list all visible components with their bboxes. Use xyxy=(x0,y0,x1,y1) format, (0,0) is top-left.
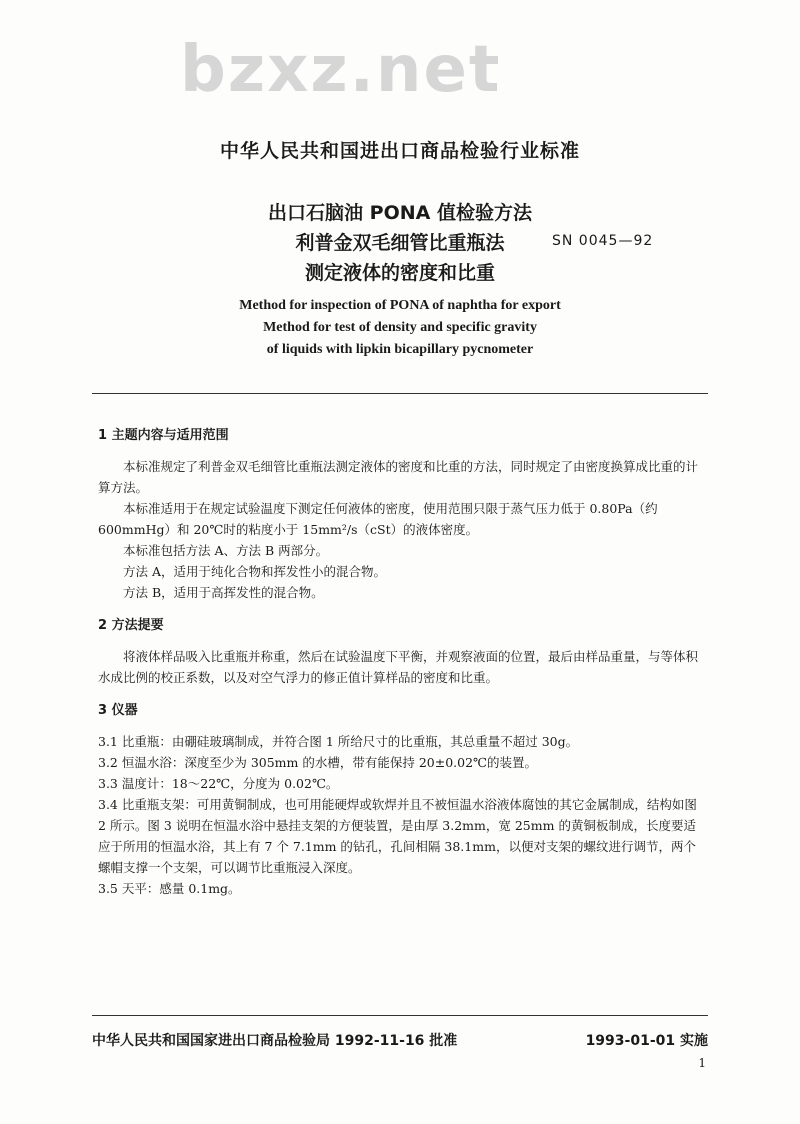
title-line-1: 出口石脑油 PONA 值检验方法 xyxy=(268,202,532,224)
section-heading: 3 仪器 xyxy=(98,703,138,718)
clause: 3.5 天平：感量 0.1mg。 xyxy=(98,881,241,896)
header-rule xyxy=(92,393,708,394)
clause: 3.1 比重瓶：由硼硅玻璃制成，并符合图 1 所给尺寸的比重瓶，其总重量不超过 30g。 xyxy=(98,734,579,749)
approval-text: 中华人民共和国国家进出口商品检验局 1992-11-16 批准 xyxy=(92,1033,458,1049)
watermark: bzxz.net xyxy=(180,33,502,107)
english-title-1: Method for inspection of PONA of naphtha for export xyxy=(239,298,561,313)
standard-header: 中华人民共和国进出口商品检验行业标准 xyxy=(219,140,580,162)
standard-number: SN 0045—92 xyxy=(552,233,654,249)
title-line-2: 利普金双毛细管比重瓶法 xyxy=(295,232,505,254)
footer-rule xyxy=(92,1015,708,1016)
page-number: 1 xyxy=(698,1056,706,1070)
english-title-2: Method for test of density and specific gravity xyxy=(263,320,537,335)
section-heading: 2 方法提要 xyxy=(98,618,164,633)
paragraph: 本标准适用于在规定试验温度下测定任何液体的密度，使用范围只限于蒸气压力低于 0.80Pa（约600mmHg）和 20℃时的粘度小于 15mm²/s（cSt）的液体密度。 xyxy=(98,501,658,537)
effective-date: 1993-01-01 实施 xyxy=(585,1033,708,1049)
paragraph: 方法 B，适用于高挥发性的混合物。 xyxy=(123,585,324,600)
clause: 3.3 温度计：18～22℃，分度为 0.02℃。 xyxy=(98,776,339,791)
paragraph: 本标准包括方法 A、方法 B 两部分。 xyxy=(123,543,329,558)
paragraph: 方法 A，适用于纯化合物和挥发性小的混合物。 xyxy=(123,564,387,579)
paragraph: 将液体样品吸入比重瓶并称重，然后在试验温度下平衡，并观察液面的位置，最后由样品重量，与等体积水成比例的校正系数，以及对空气浮力的修正值计算样品的密度和比重。 xyxy=(98,649,699,685)
clause: 3.4 比重瓶支架：可用黄铜制成，也可用能硬焊或软焊并且不被恒温水浴液体腐蚀的其它金属制成，结构如图 2 所示。图 3 说明在恒温水浴中悬挂支架的方便装置，是由厚 3.2mm，宽 25mm 的黄铜板制成，长度要适应于所用的恒温水浴，其上有 7 个 7.1mm 的钻孔，孔间相隔 38.1mm，以便对支架的螺纹进行调节，两个螺帽支撑一个支架，可以调节比重瓶浸入深度。 xyxy=(98,797,697,875)
section-heading: 1 主题内容与适用范围 xyxy=(98,428,229,443)
paragraph: 本标准规定了利普金双毛细管比重瓶法测定液体的密度和比重的方法，同时规定了由密度换算成比重的计算方法。 xyxy=(98,459,699,495)
title-line-3: 测定液体的密度和比重 xyxy=(304,262,495,284)
clause: 3.2 恒温水浴：深度至少为 305mm 的水槽，带有能保持 20±0.02℃的装置。 xyxy=(98,755,538,770)
english-title-3: of liquids with lipkin bicapillary pycnometer xyxy=(266,342,534,357)
document-body xyxy=(98,425,708,899)
